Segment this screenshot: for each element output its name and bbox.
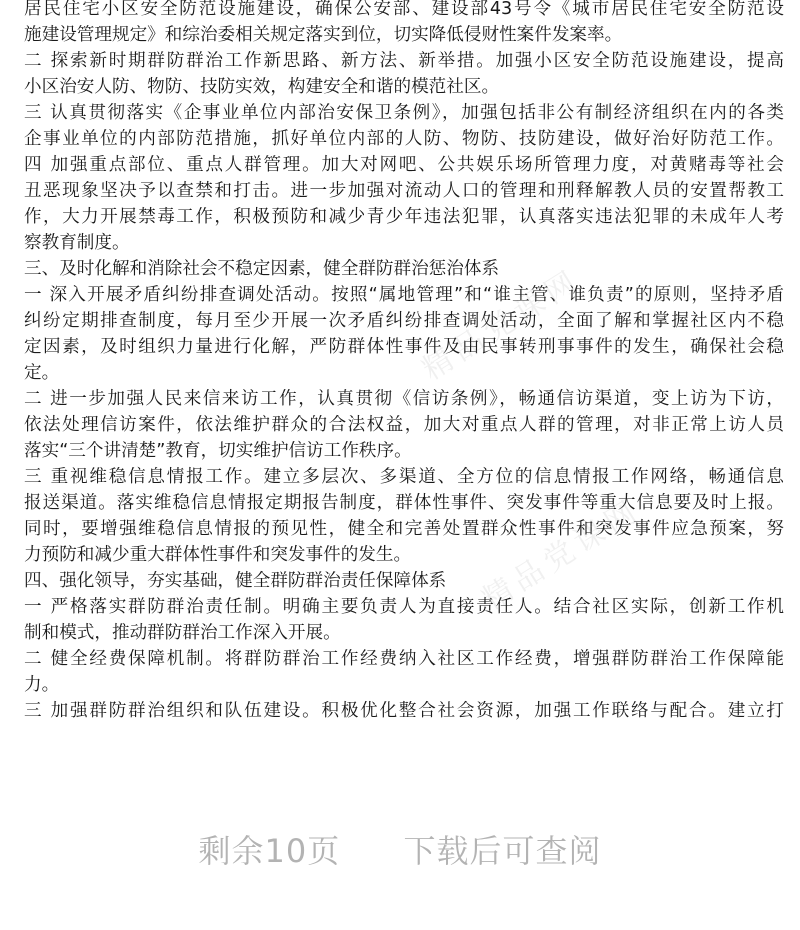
paragraph-line: 力。 bbox=[24, 675, 60, 695]
section-heading: 四、强化领导，夯实基础，健全群防群治责任保障体系 bbox=[24, 571, 447, 591]
watermark: 精品党课网 bbox=[416, 262, 588, 388]
remaining-pages-label: 剩余10页 bbox=[198, 832, 341, 870]
paragraph-line: 小区治安人防、物防、技防实效，构建安全和谐的模范社区。 bbox=[24, 77, 500, 97]
paragraph-line: 二 健全经费保障机制。将群防群治工作经费纳入社区工作经费，增强群防群治工作保障能 bbox=[24, 649, 784, 669]
section-heading: 三、及时化解和消除社会不稳定因素，健全群防群治惩治体系 bbox=[24, 259, 500, 279]
paragraph-line: 三 认真贯彻落实《企事业单位内部治安保卫条例》，加强包括非公有制经济组织在内的各类 bbox=[24, 103, 784, 123]
paragraph-line: 居民住宅小区安全防范设施建设，确保公安部、建设部43号令《城市居民住宅安全防范设 bbox=[24, 0, 784, 19]
paragraph-line: 丑恶现象坚决予以查禁和打击。进一步加强对流动人口的管理和刑释解教人员的安置帮教工 bbox=[24, 181, 784, 201]
paragraph-line: 二 进一步加强人民来信来访工作，认真贯彻《信访条例》，畅通信访渠道，变上访为下访， bbox=[24, 389, 784, 409]
paragraph-line: 依法处理信访案件，依法维护群众的合法权益，加大对重点人群的管理，对非正常上访人员 bbox=[24, 415, 784, 435]
paragraph-line: 施建设管理规定》和综治委相关规定落实到位，切实降低侵财性案件发案率。 bbox=[24, 25, 623, 45]
paragraph-line: 报送渠道。落实维稳信息情报定期报告制度，群体性事件、突发事件等重大信息要及时上报。 bbox=[24, 493, 784, 513]
paragraph-line: 作，大力开展禁毒工作，积极预防和减少青少年违法犯罪，认真落实违法犯罪的未成年人考 bbox=[24, 207, 784, 227]
paragraph-line: 四 加强重点部位、重点人群管理。加大对网吧、公共娱乐场所管理力度，对黄赌毒等社会 bbox=[24, 155, 784, 175]
paragraph-line: 一 严格落实群防群治责任制。明确主要负责人为直接责任人。结合社区实际，创新工作机 bbox=[24, 597, 784, 617]
remaining-pages-notice[interactable] bbox=[0, 826, 800, 872]
download-to-read-label: 下载后可查阅 bbox=[403, 832, 602, 870]
paragraph-line: 企事业单位的内部防范措施，抓好单位内部的人防、物防、技防建设，做好治好防范工作。 bbox=[24, 129, 784, 149]
paragraph-line: 定。 bbox=[24, 363, 60, 383]
paragraph-line: 落实“三个讲清楚”教育，切实维护信访工作秩序。 bbox=[24, 441, 412, 461]
paragraph-line: 纠纷定期排查制度，每月至少开展一次矛盾纠纷排查调处活动，全面了解和掌握社区内不稳 bbox=[24, 311, 784, 331]
paragraph-line: 二 探索新时期群防群治工作新思路、新方法、新举措。加强小区安全防范设施建设，提高 bbox=[24, 51, 784, 71]
paragraph-line: 三 加强群防群治组织和队伍建设。积极优化整合社会资源，加强工作联络与配合。建立打 bbox=[24, 701, 784, 721]
paragraph-line: 察教育制度。 bbox=[24, 233, 130, 253]
paragraph-line: 定因素，及时组织力量进行化解，严防群体性事件及由民事转刑事事件的发生，确保社会稳 bbox=[24, 337, 784, 357]
paragraph-line: 同时，要增强维稳信息情报的预见性，健全和完善处置群众性事件和突发事件应急预案，努 bbox=[24, 519, 784, 539]
paragraph-line: 一 深入开展矛盾纠纷排查调处活动。按照“属地管理”和“谁主管、谁负责”的原则，坚持矛盾 bbox=[24, 285, 784, 305]
paragraph-line: 力预防和减少重大群体性事件和突发事件的发生。 bbox=[24, 545, 412, 565]
paragraph-line: 三 重视维稳信息情报工作。建立多层次、多渠道、全方位的信息情报工作网络，畅通信息 bbox=[24, 467, 784, 487]
watermark: 精品党课网 bbox=[476, 492, 648, 618]
paragraph-line: 制和模式，推动群防群治工作深入开展。 bbox=[24, 623, 341, 643]
